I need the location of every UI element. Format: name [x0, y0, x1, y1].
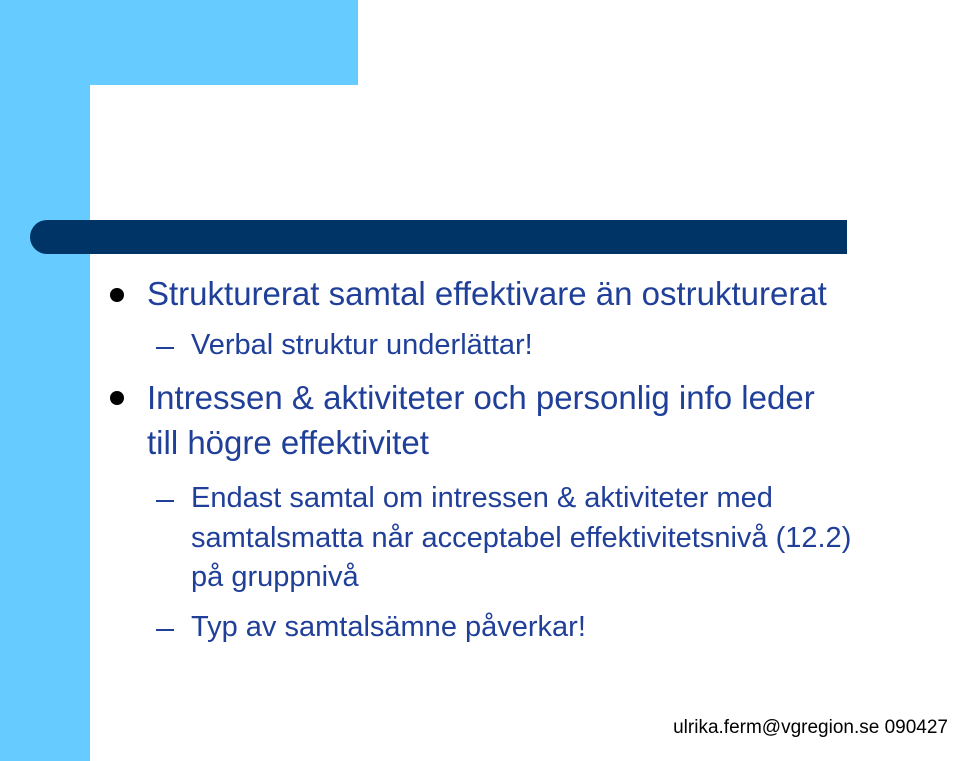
sub-bullet-text: Verbal struktur underlättar!	[191, 329, 533, 361]
bullet-icon	[110, 391, 124, 405]
bullet-icon	[110, 288, 124, 302]
dash-icon	[156, 500, 174, 502]
footer-text: ulrika.ferm@vgregion.se 090427	[673, 717, 948, 738]
bullet-text: Intressen & aktiviteter och personlig info leder	[147, 379, 815, 416]
bullet-text: Strukturerat samtal effektivare än ostrukturerat	[147, 275, 827, 312]
sub-bullet-text-continuation: på gruppnivå	[191, 561, 359, 593]
dash-icon	[156, 347, 174, 349]
sub-bullet-text: Typ av samtalsämne påverkar!	[191, 611, 586, 643]
bullet-text-continuation: till högre effektivitet	[147, 424, 429, 461]
dash-icon	[156, 629, 174, 631]
sub-bullet-text: Endast samtal om intressen & aktiviteter med	[191, 482, 773, 514]
sub-bullet-text-continuation: samtalsmatta når acceptabel effektivitetsnivå (12.2)	[191, 522, 852, 554]
